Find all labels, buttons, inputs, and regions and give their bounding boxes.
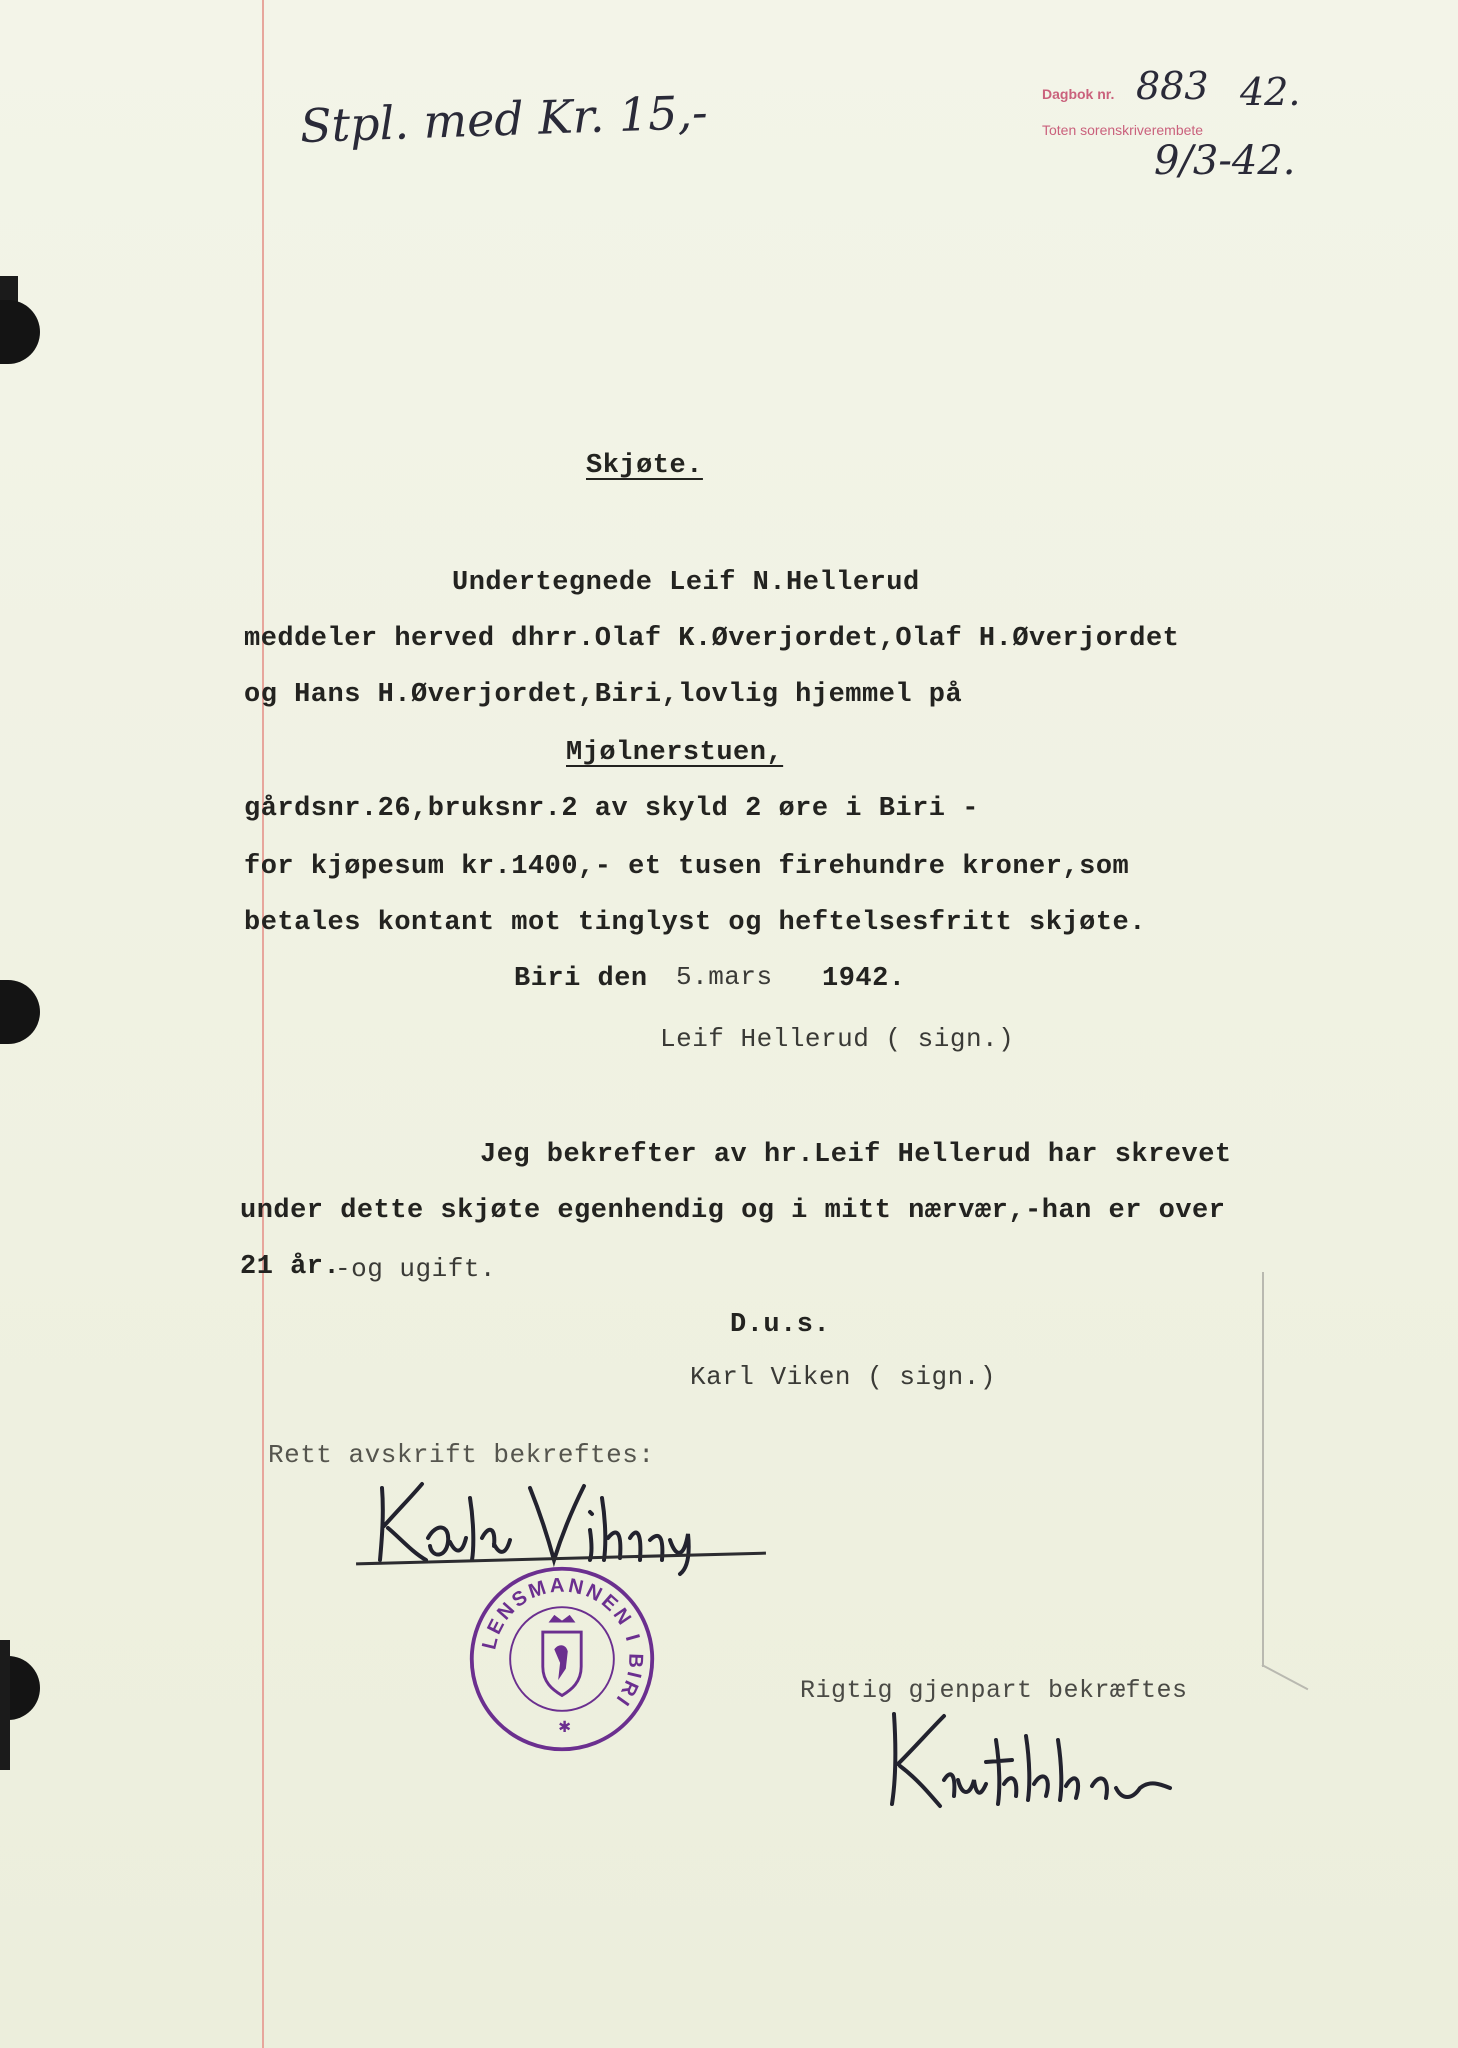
witness-line-2: under dette skjøte egenhendig og i mitt nærvær,-han er over: [240, 1196, 1226, 1226]
place-date-year: 1942.: [822, 964, 906, 994]
diary-year: 42.: [1240, 70, 1301, 114]
property-name: Mjølnerstuen,: [566, 738, 784, 768]
punch-hole-middle: [0, 980, 40, 1044]
handwritten-fee: Stpl. med Kr. 15,-: [299, 84, 709, 154]
body-line-5: gårdsnr.26,bruksnr.2 av skyld 2 øre i Biri -: [244, 794, 979, 824]
document-title: Skjøte.: [586, 451, 703, 481]
dus: D.u.s.: [730, 1310, 831, 1340]
witness-signature: Karl Viken ( sign.): [690, 1362, 996, 1392]
witness-line-1: Jeg bekrefter av hr.Leif Hellerud har skrevet: [480, 1140, 1232, 1170]
body-line-6: for kjøpesum kr.1400,- et tusen firehundre kroner,som: [244, 852, 1130, 882]
pencil-mark: [1262, 1272, 1264, 1667]
svg-text:✱: ✱: [558, 1718, 572, 1736]
body-line-2: meddeler herved dhrr.Olaf K.Øverjordet,Olaf H.Øverjordet: [244, 624, 1180, 654]
copy-certification-label: Rigtig gjenpart bekræftes: [800, 1676, 1188, 1705]
registration-date: 9/3-42.: [1154, 138, 1296, 184]
diary-number: 883: [1136, 64, 1209, 108]
certification-label: Rett avskrift bekreftes:: [268, 1440, 655, 1470]
place-date-prefix: Biri den: [514, 964, 648, 994]
body-line-1: Undertegnede Leif N.Hellerud: [452, 568, 920, 598]
official-seal: [466, 1563, 658, 1755]
binding-edge-lower: [0, 1640, 10, 1770]
pencil-mark-corner: [1262, 1664, 1309, 1690]
margin-line: [262, 0, 264, 2048]
knut-lekke-signature: [870, 1700, 1200, 1820]
place-date-day-month: 5.mars: [676, 962, 773, 992]
office-stamp-label: Toten sorenskriverembete: [1042, 122, 1204, 138]
seller-signature: Leif Hellerud ( sign.): [660, 1024, 1015, 1054]
diary-stamp-label: Dagbok nr.: [1042, 86, 1115, 102]
body-line-7: betales kontant mot tinglyst og heftelsesfritt skjøte.: [244, 908, 1146, 938]
witness-line-3a: 21 år.: [240, 1252, 341, 1282]
svg-text:LENSMANNEN I BIRI: LENSMANNEN I BIRI: [478, 1574, 647, 1712]
punch-hole-top: [0, 300, 40, 364]
witness-line-3b: -og ugift.: [335, 1254, 497, 1284]
body-line-3: og Hans H.Øverjordet,Biri,lovlig hjemmel på: [244, 680, 963, 710]
